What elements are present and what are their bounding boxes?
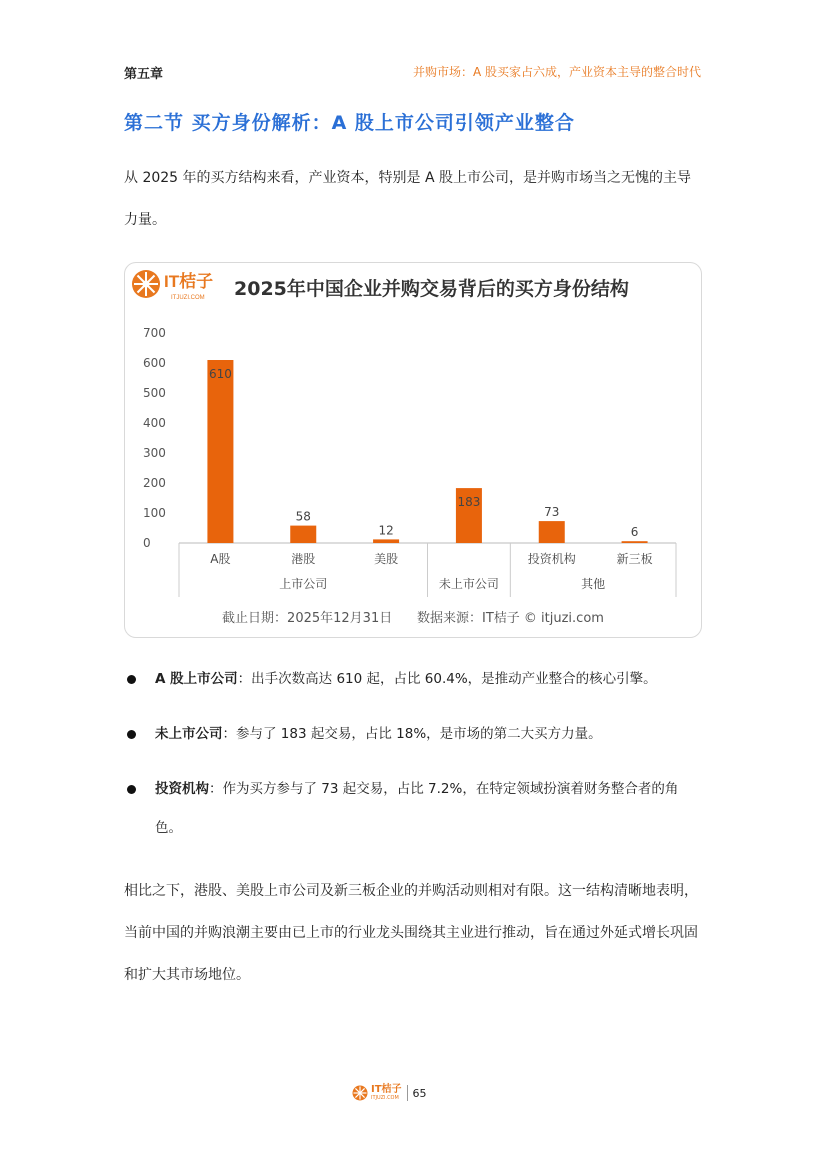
bullet-dot	[127, 785, 136, 794]
list-item	[124, 715, 704, 754]
buyer-structure-chart	[125, 263, 701, 637]
bar	[290, 526, 316, 543]
y-tick-label: 700	[143, 326, 166, 340]
list-item	[124, 660, 704, 699]
page-footer	[352, 1082, 427, 1104]
bullet-text: ：参与了 183 起交易，占比 18%，是市场的第二大买方力量。	[222, 726, 602, 742]
y-tick-label: 100	[143, 506, 166, 520]
footer-divider	[407, 1085, 408, 1101]
y-tick-label: 200	[143, 476, 166, 490]
bullet-term: A 股上市公司	[155, 671, 238, 687]
x-tick-label: 新三板	[616, 552, 653, 566]
data-label: 183	[457, 495, 481, 510]
section-title: 第二节 买方身份解析：A 股上市公司引领产业整合	[124, 112, 575, 134]
bullet-dot	[127, 675, 136, 684]
footer-logo-url: ITJUZI.COM	[371, 1095, 399, 1101]
list-item	[124, 770, 704, 848]
data-label: 610	[208, 367, 232, 381]
bar	[207, 360, 233, 543]
bullet-dot	[127, 730, 136, 739]
footer-logo-name: IT桔子	[371, 1084, 402, 1095]
x-tick-label: 投资机构	[527, 552, 576, 566]
chart-footnote: 截止日期：2025年12月31日 数据来源：IT桔子 © itjuzi.com	[222, 611, 604, 626]
itjuzi-logo	[132, 270, 213, 301]
chapter-label: 第五章	[124, 67, 164, 82]
x-tick-label: 美股	[374, 552, 399, 566]
y-tick-label: 400	[143, 416, 166, 430]
x-tick-label: 港股	[291, 552, 316, 566]
data-label: 12	[378, 523, 394, 538]
data-label: 6	[630, 525, 639, 540]
logo-url: ITJUZI.COM	[171, 295, 205, 301]
y-tick-label: 600	[143, 356, 166, 370]
chart-card	[124, 262, 702, 638]
y-tick-label: 0	[143, 536, 151, 550]
logo-name: IT桔子	[164, 272, 214, 291]
running-title: 并购市场：A 股买家占六成，产业资本主导的整合时代	[412, 65, 701, 79]
y-tick-label: 300	[143, 446, 166, 460]
bullet-text: ：出手次数高达 610 起，占比 60.4%，是推动产业整合的核心引擎。	[237, 671, 657, 687]
group-label: 上市公司	[279, 577, 328, 591]
data-label: 73	[544, 505, 560, 520]
footer-logo	[352, 1085, 402, 1101]
bar	[539, 521, 565, 543]
orange-logo-icon	[352, 1085, 368, 1101]
bar	[373, 539, 399, 543]
bullet-term: 投资机构	[155, 781, 209, 797]
data-label: 58	[295, 509, 311, 524]
conclusion-paragraph: 相比之下，港股、美股上市公司及新三板企业的并购活动则相对有限。这一结构清晰地表明，当前中国的并购浪潮主要由已上市的行业龙头围绕其主业进行推动，旨在通过外延式增长巩固和扩大其市场地位。	[124, 883, 698, 983]
bar	[622, 541, 648, 543]
bullet-term: 未上市公司	[155, 726, 223, 742]
group-label: 未上市公司	[438, 577, 499, 591]
bullet-text: ：作为买方参与了 73 起交易，占比 7.2%，在特定领域扮演着财务整合者的角色。	[155, 781, 679, 836]
bullet-list	[124, 660, 704, 864]
page-number: 65	[412, 1086, 427, 1100]
chart-title: 2025年中国企业并购交易背后的买方身份结构	[234, 278, 629, 300]
group-label: 其他	[581, 577, 606, 591]
x-tick-label: A股	[210, 552, 231, 566]
intro-paragraph: 从 2025 年的买方结构来看，产业资本，特别是 A 股上市公司，是并购市场当之无愧的主导力量。	[124, 170, 692, 228]
y-tick-label: 500	[143, 386, 166, 400]
